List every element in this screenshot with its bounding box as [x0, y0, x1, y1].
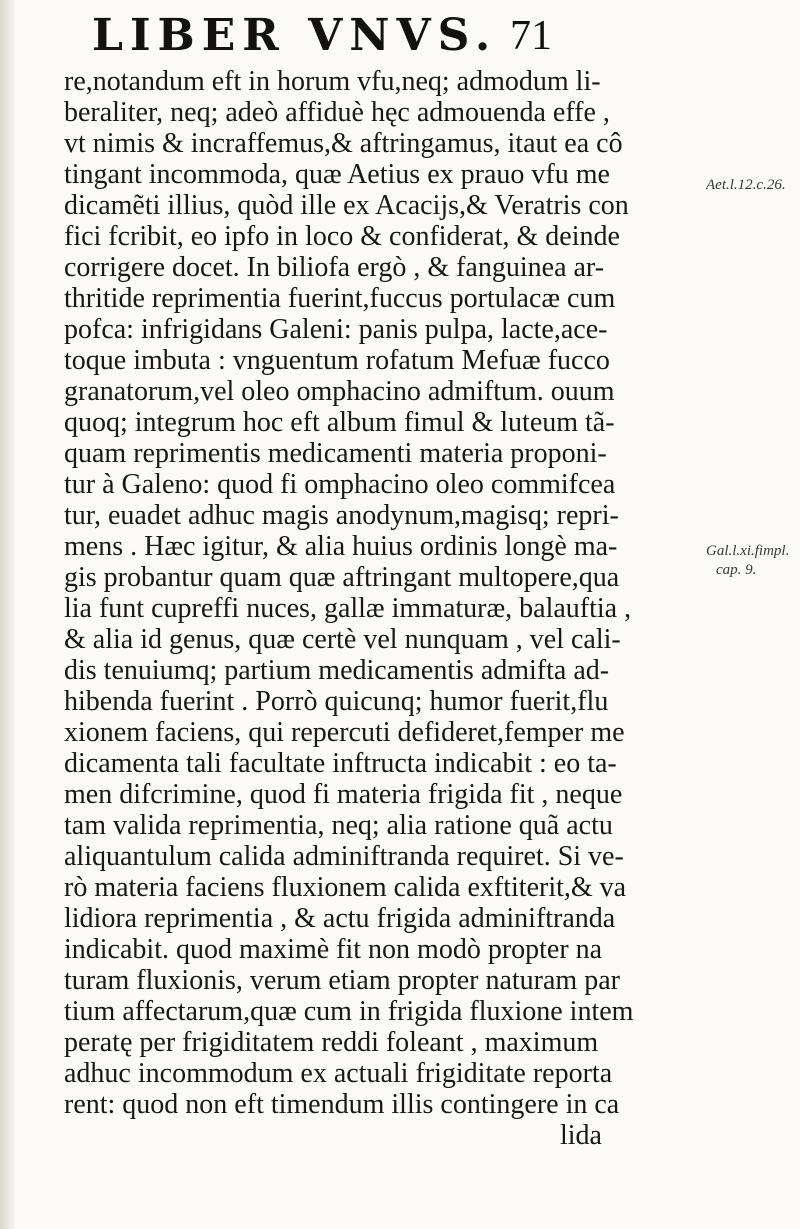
text-line: quam reprimentis medicamenti materia proponi-	[64, 438, 607, 469]
text-line: aliquantulum calida adminiftranda requiret. Si ve-	[64, 841, 624, 872]
text-line: men difcrimine, quod fi materia frigida fit , neque	[64, 779, 623, 810]
text-line: gis probantur quam quæ aftringant multopere,qua	[64, 562, 620, 593]
text-line: tur à Galeno: quod fi omphacino oleo commifcea	[64, 469, 616, 500]
text-line: turam fluxionis, verum etiam propter naturam par	[64, 965, 620, 996]
text-line: tur, euadet adhuc magis anodynum,magisq; repri-	[64, 500, 619, 531]
text-line: mens . Hæc igitur, & alia huius ordinis longè ma-	[64, 531, 618, 562]
margin-note-chapter: cap. 9.	[716, 562, 757, 578]
text-line: xionem faciens, qui repercuti defideret,femper me	[64, 717, 625, 748]
text-line: quoq; integrum hoc eft album fimul & luteum tã-	[64, 407, 615, 438]
text-line: peratę per frigiditatem reddi foleant , maximum	[64, 1027, 599, 1058]
text-line: toque imbuta : vnguentum rofatum Mefuæ fucco	[64, 345, 610, 376]
text-line: thritide reprimentia fuerint,fuccus portulacæ cum	[64, 283, 616, 314]
text-line: dis tenuiumq; partium medicamentis admifta ad-	[64, 655, 610, 686]
text-line: & alia id genus, quæ certè vel nunquam , vel cali-	[64, 624, 621, 655]
text-line: lidiora reprimentia , & actu frigida adminiftranda	[64, 903, 616, 934]
text-line: tam valida reprimentia, neq; alia ratione quã actu	[64, 810, 613, 841]
text-line: tingant incommoda, quæ Aetius ex prauo vfu me	[64, 159, 610, 190]
running-head-title: LIBER VNVS.	[92, 10, 498, 61]
margin-note-aetius: Aet.l.12.c.26.	[706, 177, 786, 193]
page-number: 71	[510, 13, 552, 59]
text-line: granatorum,vel oleo omphacino admiftum. ouum	[64, 376, 615, 407]
text-line: dicamenta tali facultate inftructa indicabit : eo ta-	[64, 748, 617, 779]
text-line: fici fcribit, eo ipfo in loco & confiderat, & deinde	[64, 221, 620, 252]
text-line: pofca: infrigidans Galeni: panis pulpa, lacte,ace-	[64, 314, 608, 345]
text-line: vt nimis & incraffemus,& aftringamus, itaut ea cô	[64, 128, 623, 159]
text-line: corrigere docet. In biliofa ergò , & fanguinea ar-	[64, 252, 605, 283]
text-line: beraliter, neq; adeò affiduè hęc admouenda effe ,	[64, 97, 610, 128]
catchword: lida	[560, 1120, 602, 1151]
text-line: rò materia faciens fluxionem calida exftiterit,& va	[64, 872, 627, 903]
text-line: rent: quod non eft timendum illis contingere in ca	[64, 1089, 620, 1120]
margin-note-galen: Gal.l.xi.fimpl.	[706, 543, 790, 559]
text-line: adhuc incommodum ex actuali frigiditate reporta	[64, 1058, 613, 1089]
text-line: hibenda fuerint . Porrò quicunq; humor fuerit,flu	[64, 686, 609, 717]
text-line: indicabit. quod maximè fit non modò propter na	[64, 934, 603, 965]
text-line: tium affectarum,quæ cum in frigida fluxione intem	[64, 996, 634, 1027]
text-line: dicamẽti illius, quòd ille ex Acacijs,& Veratris con	[64, 190, 629, 221]
text-line: re,notandum eft in horum vfu,neq; admodum li-	[64, 66, 601, 97]
text-line: lia funt cupreffi nuces, gallæ immaturæ, balauftia ,	[64, 593, 632, 624]
